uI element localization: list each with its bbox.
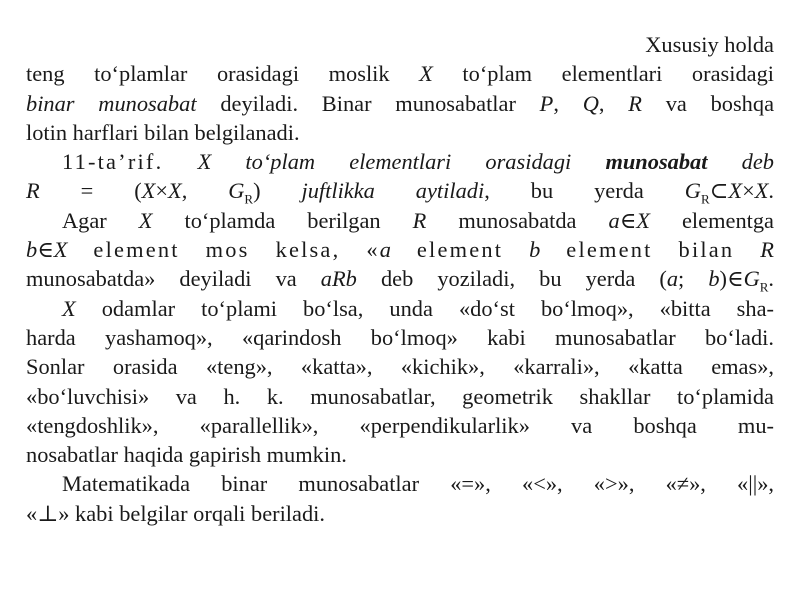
text-run: X <box>62 295 76 321</box>
text-run: to‘plamda berilgan <box>152 207 413 233</box>
text-run: , <box>553 90 583 116</box>
text-run: R <box>412 207 427 233</box>
text-line <box>26 235 774 264</box>
text-line <box>26 499 774 528</box>
text-run: Matematikada binar munosabatlar «=», «<», «>», «≠», «||», <box>62 471 774 497</box>
text-line <box>26 89 774 118</box>
text-line <box>26 59 774 88</box>
text-run: b <box>529 237 541 263</box>
text-run: to‘plam elementlari orasidagi <box>432 61 774 87</box>
text-run: b <box>26 237 38 263</box>
text-line <box>26 469 774 498</box>
text-run: R <box>26 178 40 204</box>
text-run: R <box>628 90 642 116</box>
text-run: ∈ <box>619 207 637 233</box>
text-run: aRb <box>320 266 357 292</box>
text-run: lotin harflari bilan belgilanadi. <box>26 119 300 145</box>
text-run: X <box>728 178 743 204</box>
text-run: X <box>53 237 68 263</box>
text-run: R <box>760 237 774 263</box>
text-line <box>26 118 774 147</box>
text-line <box>26 30 774 59</box>
text-run: . <box>768 266 775 292</box>
subscript: R <box>700 191 710 207</box>
text-run: va boshqa <box>641 90 775 116</box>
text-run: Q <box>582 90 599 116</box>
text-run: nosabatlar haqida gapirish mumkin. <box>26 442 347 468</box>
text-run: × <box>155 178 168 204</box>
text-run: «⊥» kabi belgilar orqali beriladi. <box>26 500 325 526</box>
text-run: a <box>379 237 391 263</box>
text-run: X to‘plam elementlari orasidagi <box>197 149 606 175</box>
text-run: G <box>684 178 701 204</box>
text-run <box>163 149 197 174</box>
text-run: X <box>138 207 153 233</box>
text-run: munosabatda <box>426 207 609 233</box>
text-run: harda yashamoq», «qarindosh bo‘lmoq» kabi munosabatlar bo‘ladi. <box>26 324 774 350</box>
text-run: = ( <box>39 178 142 204</box>
text-run: X <box>141 178 156 204</box>
text-line <box>26 352 774 381</box>
text-run: )∈ <box>719 266 744 292</box>
text-run: P <box>539 90 554 116</box>
text-run: ∈ <box>37 237 54 263</box>
text-run: deb <box>707 149 774 175</box>
text-run: odamlar to‘plami bo‘lsa, unda «do‘st bo‘lmoq», «bitta sha- <box>75 295 774 321</box>
text-run: Xususiy holda <box>645 32 774 57</box>
text-run: G <box>743 266 760 292</box>
text-run: juftlikka aytiladi <box>301 178 485 204</box>
text-run: × <box>742 178 755 204</box>
text-line <box>26 440 774 469</box>
text-line <box>26 264 774 293</box>
text-run: Agar <box>62 207 139 233</box>
text-line <box>26 206 774 235</box>
text-run: 11-ta’rif. <box>62 149 164 175</box>
text-run: element <box>390 237 530 263</box>
text-run: ; <box>678 266 709 292</box>
text-line <box>26 411 774 440</box>
text-run: X <box>636 207 650 233</box>
text-run: , <box>598 90 629 116</box>
text-run: binar munosabat <box>26 90 197 116</box>
text-run: munosabat <box>605 149 708 175</box>
text-line <box>26 382 774 411</box>
text-run: , bu yerda <box>484 178 685 204</box>
text-run: Sonlar orasida «teng», «katta», «kichik», «karrali», «katta emas», <box>26 354 774 380</box>
text-run: . <box>768 178 774 204</box>
text-run: element mos kelsa, « <box>67 237 380 263</box>
text-run: ) <box>253 178 302 204</box>
text-run: «tengdoshlik», «parallellik», «perpendikularlik» va boshqa mu- <box>26 412 774 438</box>
text-run: ⊂ <box>709 178 729 204</box>
text-run: teng to‘plamlar orasidagi moslik <box>26 61 420 87</box>
text-run: a <box>608 207 620 233</box>
text-run: elementga <box>649 207 774 233</box>
text-run: X <box>419 61 433 87</box>
text-run: «bo‘luvchisi» va h. k. munosabatlar, geometrik shakllar to‘plamida <box>26 383 774 409</box>
text-line <box>26 323 774 352</box>
text-run: a <box>666 266 679 292</box>
text-run: , <box>181 178 229 204</box>
text-run: element bilan <box>540 237 761 263</box>
subscript: R <box>244 191 254 207</box>
text-run: deyiladi. Binar munosabatlar <box>196 90 540 116</box>
text-run: G <box>228 178 245 204</box>
text-run: X <box>168 178 182 204</box>
text-run: deb yoziladi, bu yerda ( <box>356 266 667 292</box>
subscript: R <box>759 279 769 295</box>
text-run: b <box>708 266 720 292</box>
definition-line <box>26 147 774 176</box>
text-run: X <box>754 178 769 204</box>
text-run: munosabatda» deyiladi va <box>26 266 321 292</box>
text-line <box>26 294 774 323</box>
definition-line <box>26 176 774 205</box>
